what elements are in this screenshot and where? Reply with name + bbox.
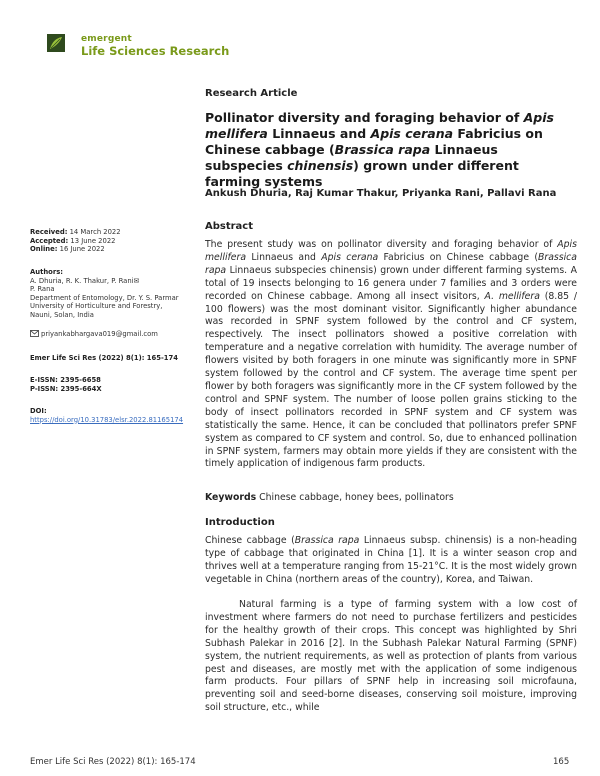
keywords <box>205 492 577 503</box>
corresponding-email[interactable]: priyankabhargava019@gmail.com <box>30 330 190 339</box>
corresponding-author-icon: ✉ <box>133 276 140 285</box>
footer-citation: Emer Life Sci Res (2022) 8(1): 165-174 <box>30 757 196 767</box>
journal-logo-icon <box>47 34 65 52</box>
introduction-paragraph-1: Chinese cabbage (Brassica rapa Linnaeus subsp. chinensis) is a non-heading type of cabbage that originated in China [1]. It is a winter season crop and thrives well at a temperature ranging from 15-21°C. It is the most widely grown vegetable in China (northern areas of the country), Korea, and Taiwan. <box>205 535 577 585</box>
keywords-text: Chinese cabbage, honey bees, pollinators <box>256 492 454 503</box>
author-list: Ankush Dhuria, Raj Kumar Thakur, Priyanka Rani, Pallavi Rana <box>205 188 557 199</box>
sidebar-authors: Authors: A. Dhuria, R. K. Thakur, P. Rani✉ P. Rana Department of Entomology, Dr. Y. S. Parmar University of Horticulture and Forestry, Nauni, Solan, India <box>30 268 179 319</box>
article-title: Pollinator diversity and foraging behavior of Apis mellifera Linnaeus and Apis cerana Fabricius on Chinese cabbage (Brassica rapa Linnaeus subspecies chinensis) grown under different farming systems <box>205 110 554 189</box>
abstract-body: The present study was on pollinator diversity and foraging behavior of Apis mellifera Linnaeus and Apis cerana Fabricius on Chinese cabbage (Brassica rapa Linnaeus subspecies chinensis) grown under different farming systems. A total of 19 insects belonging to 16 genera under 7 families and 3 orders were recorded on Chinese cabbage. Among all insect visitors, A. mellifera (8.85 / 100 flowers) was the most dominant visitor. Significantly higher abundance was recorded in SPNF system followed by the control and CF system, respectively. The insect pollinators showed a positive correlation with temperature and a negative correlation with humidity. The average number of flowers visited by both foragers in one minute was significantly more in SPNF system followed by the control and CF system. The average time spent per flower by both foragers was significantly more in the CF system followed by the control and SPNF system. The number of loose pollen grains sticking to the body of insect pollinators recorded in SPNF system and CF system was statistically the same. Hence, it can be concluded that pollinators prefer SPNF system as compared to CF system and control. So, due to enhanced pollination in SPNF system, farmers may obtain more yields if they are consistent with the timely application of indigenous farm products. <box>205 239 578 470</box>
issn-block: E-ISSN: 2395-6658 P-ISSN: 2395-664X <box>30 376 102 393</box>
journal-kicker: emergent <box>81 34 132 44</box>
sidebar-citation: Emer Life Sci Res (2022) 8(1): 165-174 <box>30 354 178 362</box>
envelope-icon <box>30 330 39 337</box>
article-dates: Received: 14 March 2022 Accepted: 13 June 2022 Online: 16 June 2022 <box>30 228 121 254</box>
doi-link[interactable]: https://doi.org/10.31783/elsr.2022.81165174 <box>30 415 184 424</box>
introduction-heading: Introduction <box>205 517 275 528</box>
article-type: Research Article <box>205 88 298 99</box>
keywords-label: Keywords <box>205 492 257 503</box>
journal-name: Life Sciences Research <box>81 44 230 58</box>
doi-line: DOI: https://doi.org/10.31783/elsr.2022.81165174 <box>30 407 184 424</box>
abstract-heading: Abstract <box>205 221 254 232</box>
page-number: 165 <box>553 757 570 767</box>
introduction-paragraph-2: Natural farming is a type of farming system with a low cost of investment where farmers do not need to purchase fertilizers and pesticides for the healthy growth of their crops. This concept was highlighted by Shri Subhash Palekar in 2016 [2]. In the Subhash Palekar Natural Farming (SPNF) system, the nutrient requirements, as well as protection of plants from various pest and diseases, are mostly met with the application of some indigenous farm products. Four pillars of SPNF help in increasing soil microfauna, preventing soil and seed-borne diseases, conserving soil moisture, improving soil structure, etc., while <box>205 599 577 714</box>
